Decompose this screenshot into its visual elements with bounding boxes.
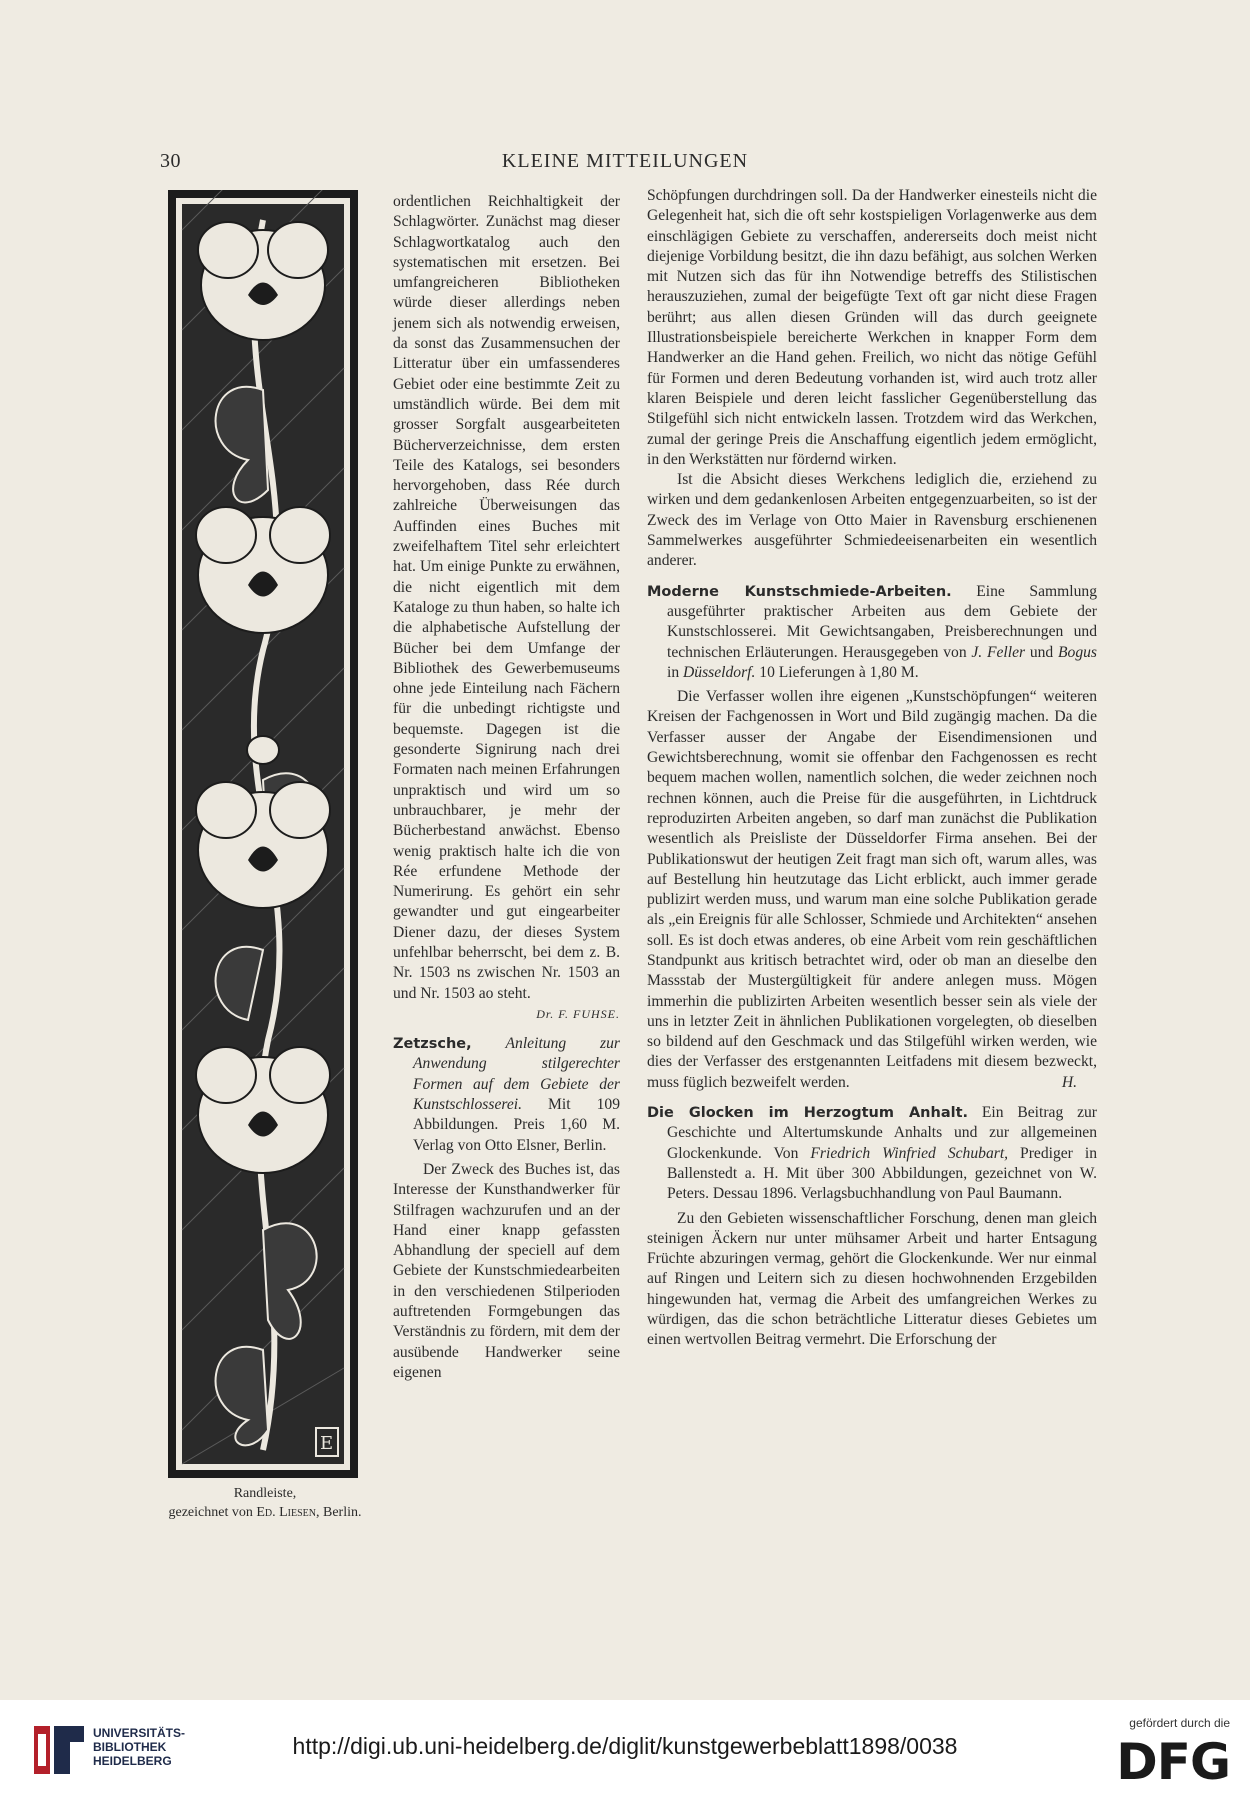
university-name-line: HEIDELBERG bbox=[93, 1754, 172, 1768]
entry-text: Prediger in Ballenstedt a. H. Mit über 300 Abbildungen, gezeichnet von W. Peters. Dessau 1896. Verlagsbuchhandlung von Paul Baumann. bbox=[667, 1144, 1097, 1203]
entry-author: Friedrich Winfried Schubart, bbox=[810, 1144, 1009, 1162]
signature: H. bbox=[1061, 1073, 1077, 1091]
entry-editor: J. Feller bbox=[971, 643, 1026, 661]
entry-place: Düsseldorf. bbox=[683, 663, 756, 681]
footer-bar bbox=[0, 1700, 1250, 1799]
entry-editor: Bogus bbox=[1058, 643, 1097, 661]
caption-line2 bbox=[130, 1503, 400, 1522]
pansy-border-illustration bbox=[168, 190, 358, 1478]
page-number: 30 bbox=[160, 150, 181, 172]
text-column-right bbox=[647, 186, 1097, 1351]
entry-title-bold: Die Glocken im Herzogtum Anhalt. bbox=[647, 1105, 969, 1122]
university-name-line: UNIVERSITÄTS- bbox=[93, 1726, 186, 1740]
entry-text: Eine Sammlung ausgeführter praktischer Arbeiten aus dem Gebiete der Kunstschlosserei. Mit Gewichtsangaben, Preisberechnungen und technischen Erläuterungen. Herausgegeben von bbox=[667, 582, 1098, 661]
entry-title: Anleitung zur Anwendung stilgerechter Formen auf dem Gebiete der Kunstschlosserei. bbox=[413, 1035, 620, 1114]
review-entry bbox=[393, 1034, 620, 1156]
signature: Dr. F. FUHSE. bbox=[536, 1006, 620, 1021]
entry-details: Mit 109 Abbildungen. Preis 1,60 M. Verlag von Otto Elsner, Berlin. bbox=[413, 1096, 620, 1154]
paragraph: Schöpfungen durchdringen soll. Da der Handwerker einesteils nicht die Gelegenheit hat, sich die oft sehr kostspieligen Vorlagenwerke aus dem einschlägigen Gebiete zu verschaffen, andererseits doch meist nicht diejenige Vorbildung besitzt, die ihn dazu befähigt, aus solchen Werken mit Nutzen sich das für ihn Notwendige betreffs des Stilistischen herauszuziehen, zumal der beigefügte Text oft gar nicht diese Fragen berührt; aus allen diesen Gründen will das durch geeignete Illustrationsbeispiele bereicherte Werkchen in knapper Form dem Handwerker an die Hand gehen. Freilich, wo nicht das nötige Gefühl für Formen und deren Bedeutung vorhanden ist, wird auch trotz aller klaren Beispiele und deren leicht fasslicher Gegenüberstellung das Stilgefühl sich nicht entwickeln lassen. Trotzdem wird das Werkchen, zumal der geringe Preis die Anschaffung eigentlich jedem ermöglicht, in den Werkstätten nur fördernd wirken. bbox=[647, 187, 1097, 468]
text-column-left bbox=[393, 192, 620, 1383]
entry-author: Zetzsche, bbox=[393, 1036, 472, 1053]
caption-prefix: gezeichnet von bbox=[168, 1505, 257, 1520]
dfg-logo[interactable]: DFG bbox=[1116, 1733, 1230, 1791]
paragraph-text: Die Verfasser wollen ihre eigenen „Kunstschöpfungen“ weiteren Kreisen der Fachgenossen in Wort und Bild zugängig machen. Da die Verfasser ausser der Angabe der Eisendimensionen und Gewichtsberechnung, womit sie offenbar den Fachgenossen es recht bequem machen wollen, namentlich solchen, die weder zeichnen noch rechnen können, auch die Preise für die ausgeführten, in Lichtdruck reproduzirten Arbeiten angeben, so darf man zunächst die Publikation wesentlich als Preisliste der Düsseldorfer Firma ansehen. Bei der Publikationswut der heutigen Zeit fragt man sich oft, warum alles, was auf Bestellung hin heutzutage das Licht erblickt, auch immer gerade publizirt werden muss, und warum man eine solche Publikation gerade als „ein Ereignis für alle Schlosser, Schmiede und Architekten“ ansehen soll. Es ist doch etwas anderes, ob eine Arbeit vom rein geschäftlichen Standpunkt aus kritisch betrachtet wird, oder ob man an dieselbe den Massstab der Mustergültigkeit für andere anlegen muss. Mögen immerhin die publizirten Arbeiten wesentlich besser sein als viele der uns in letzter Zeit in ähnlichen Publikationen vorgelegten, ob dieselben so bildend auf den Geschmack und das Stilgefühl wirken werden, wie dies der Verfasser des erstgenannten Leitfadens mit diesem bezweckt, muss füglich bezweifelt werden. bbox=[647, 688, 1097, 1091]
caption-artist: Ed. Liesen bbox=[256, 1505, 316, 1520]
permalink-url[interactable]: http://digi.ub.uni-heidelberg.de/diglit/kunstgewerbeblatt1898/0038 bbox=[292, 1733, 958, 1759]
paragraph: Ist die Absicht dieses Werkchens lediglich die, erziehend zu wirken und dem gedankenlosen Arbeiten entgegenzuarbeiten, so ist der Zweck des im Verlage von Otto Maier in Ravensburg erschienenen Sammelwerkes ausgeführter Schmiedeeisenarbeiten ein wesentlich anderer. bbox=[647, 471, 1097, 570]
caption-line1: Randleiste, bbox=[233, 1486, 297, 1501]
entry-text: 10 Lieferungen à 1,80 M. bbox=[755, 663, 919, 681]
paragraph bbox=[647, 687, 1097, 1093]
university-name-line: BIBLIOTHEK bbox=[93, 1740, 167, 1754]
paragraph: Zu den Gebieten wissenschaftlicher Forschung, denen man gleich steinigen Äckern nur unter mühsamer Arbeit und harter Entsagung Früchte abzuringen vermag, gehört die Glockenkunde. Wer nur einmal auf Ringen und Leitern sich zu diesen hochwohnenden Erzgebilden hingewunden hat, vermag die Arbeit des umfangreichen Werkes zu würdigen, das die schon beträchtliche Litteratur dieses Gebietes um einen wertvollen Beitrag vermehrt. Die Erforschung der bbox=[647, 1209, 1097, 1349]
entry-text: und bbox=[1025, 643, 1058, 661]
funding-label: gefördert durch die bbox=[1129, 1716, 1230, 1730]
caption-suffix: , Berlin. bbox=[316, 1505, 362, 1520]
entry-title-bold: Moderne Kunstschmiede-Arbeiten. bbox=[647, 583, 952, 600]
running-head: KLEINE MITTEILUNGEN bbox=[501, 150, 749, 172]
illustration-caption bbox=[130, 1484, 400, 1522]
review-entry bbox=[647, 582, 1097, 683]
paragraph: Der Zweck des Buches ist, das Interesse der Kunsthandwerker für Stilfragen wachzurufen und an der Hand einer knapp gefassten Abhandlung der speciell auf dem Gebiete der Kunstschmiedearbeiten in den verschiedenen Stilperioden auftretenden Formgebungen das Verständnis zu fördern, mit dem der ausübende Handwerker seine eigenen bbox=[393, 1160, 620, 1381]
paragraph: ordentlichen Reichhaltigkeit der Schlagwörter. Zunächst mag dieser Schlagwortkatalog auch den systematischen mit ersetzen. Bei umfangreicheren Bibliotheken würde dieser allerdings neben jenem sich als notwendig erweisen, da sonst das Zusammensuchen der Litteratur über ein umfassenderes Gebiet oder eine bestimmte Zeit zu umständlich würde. Bei dem mit grosser Sorgfalt ausgearbeiteten Bücherverzeichnisse, dem ersten Teile des Katalogs, sei besonders hervorgehoben, dass Rée durch zahlreiche Überweisungen das Auffinden eines Buches mit zweifelhaftem Titel sehr erleichtert hat. Um einige Punkte zu erwähnen, die nicht eigentlich mit dem Kataloge zu thun haben, so halte ich die alphabetische Aufstellung der Bücher bei dem Umfange der Bibliothek des Gewerbemuseums ohne jede Einteilung nach Fächern für die unbedingt richtigste und bequemste. Dagegen ist die gesonderte Signirung nach drei Formaten nach meinen Erfahrungen unpraktisch und wird um so unbrauchbarer, je mehr der Bücherbestand anwächst. Ebenso wenig praktisch halte ich die von Rée erfundene Methode der Numerirung. Es gehört ein sehr gewandter und gut eingearbeiter Diener dazu, der dieses System unfehlbar beherrscht, bei dem z. B. Nr. 1503 ns zwischen Nr. 1503 an und Nr. 1503 ao steht. bbox=[393, 193, 620, 1002]
svg-text:E: E bbox=[320, 1433, 334, 1454]
entry-text: in bbox=[667, 663, 684, 681]
entry-text: Ein Beitrag zur Geschichte und Altertumskunde Anhalts und zur allgemeinen Glockenkunde. Von bbox=[667, 1104, 1097, 1162]
review-entry bbox=[647, 1103, 1097, 1204]
